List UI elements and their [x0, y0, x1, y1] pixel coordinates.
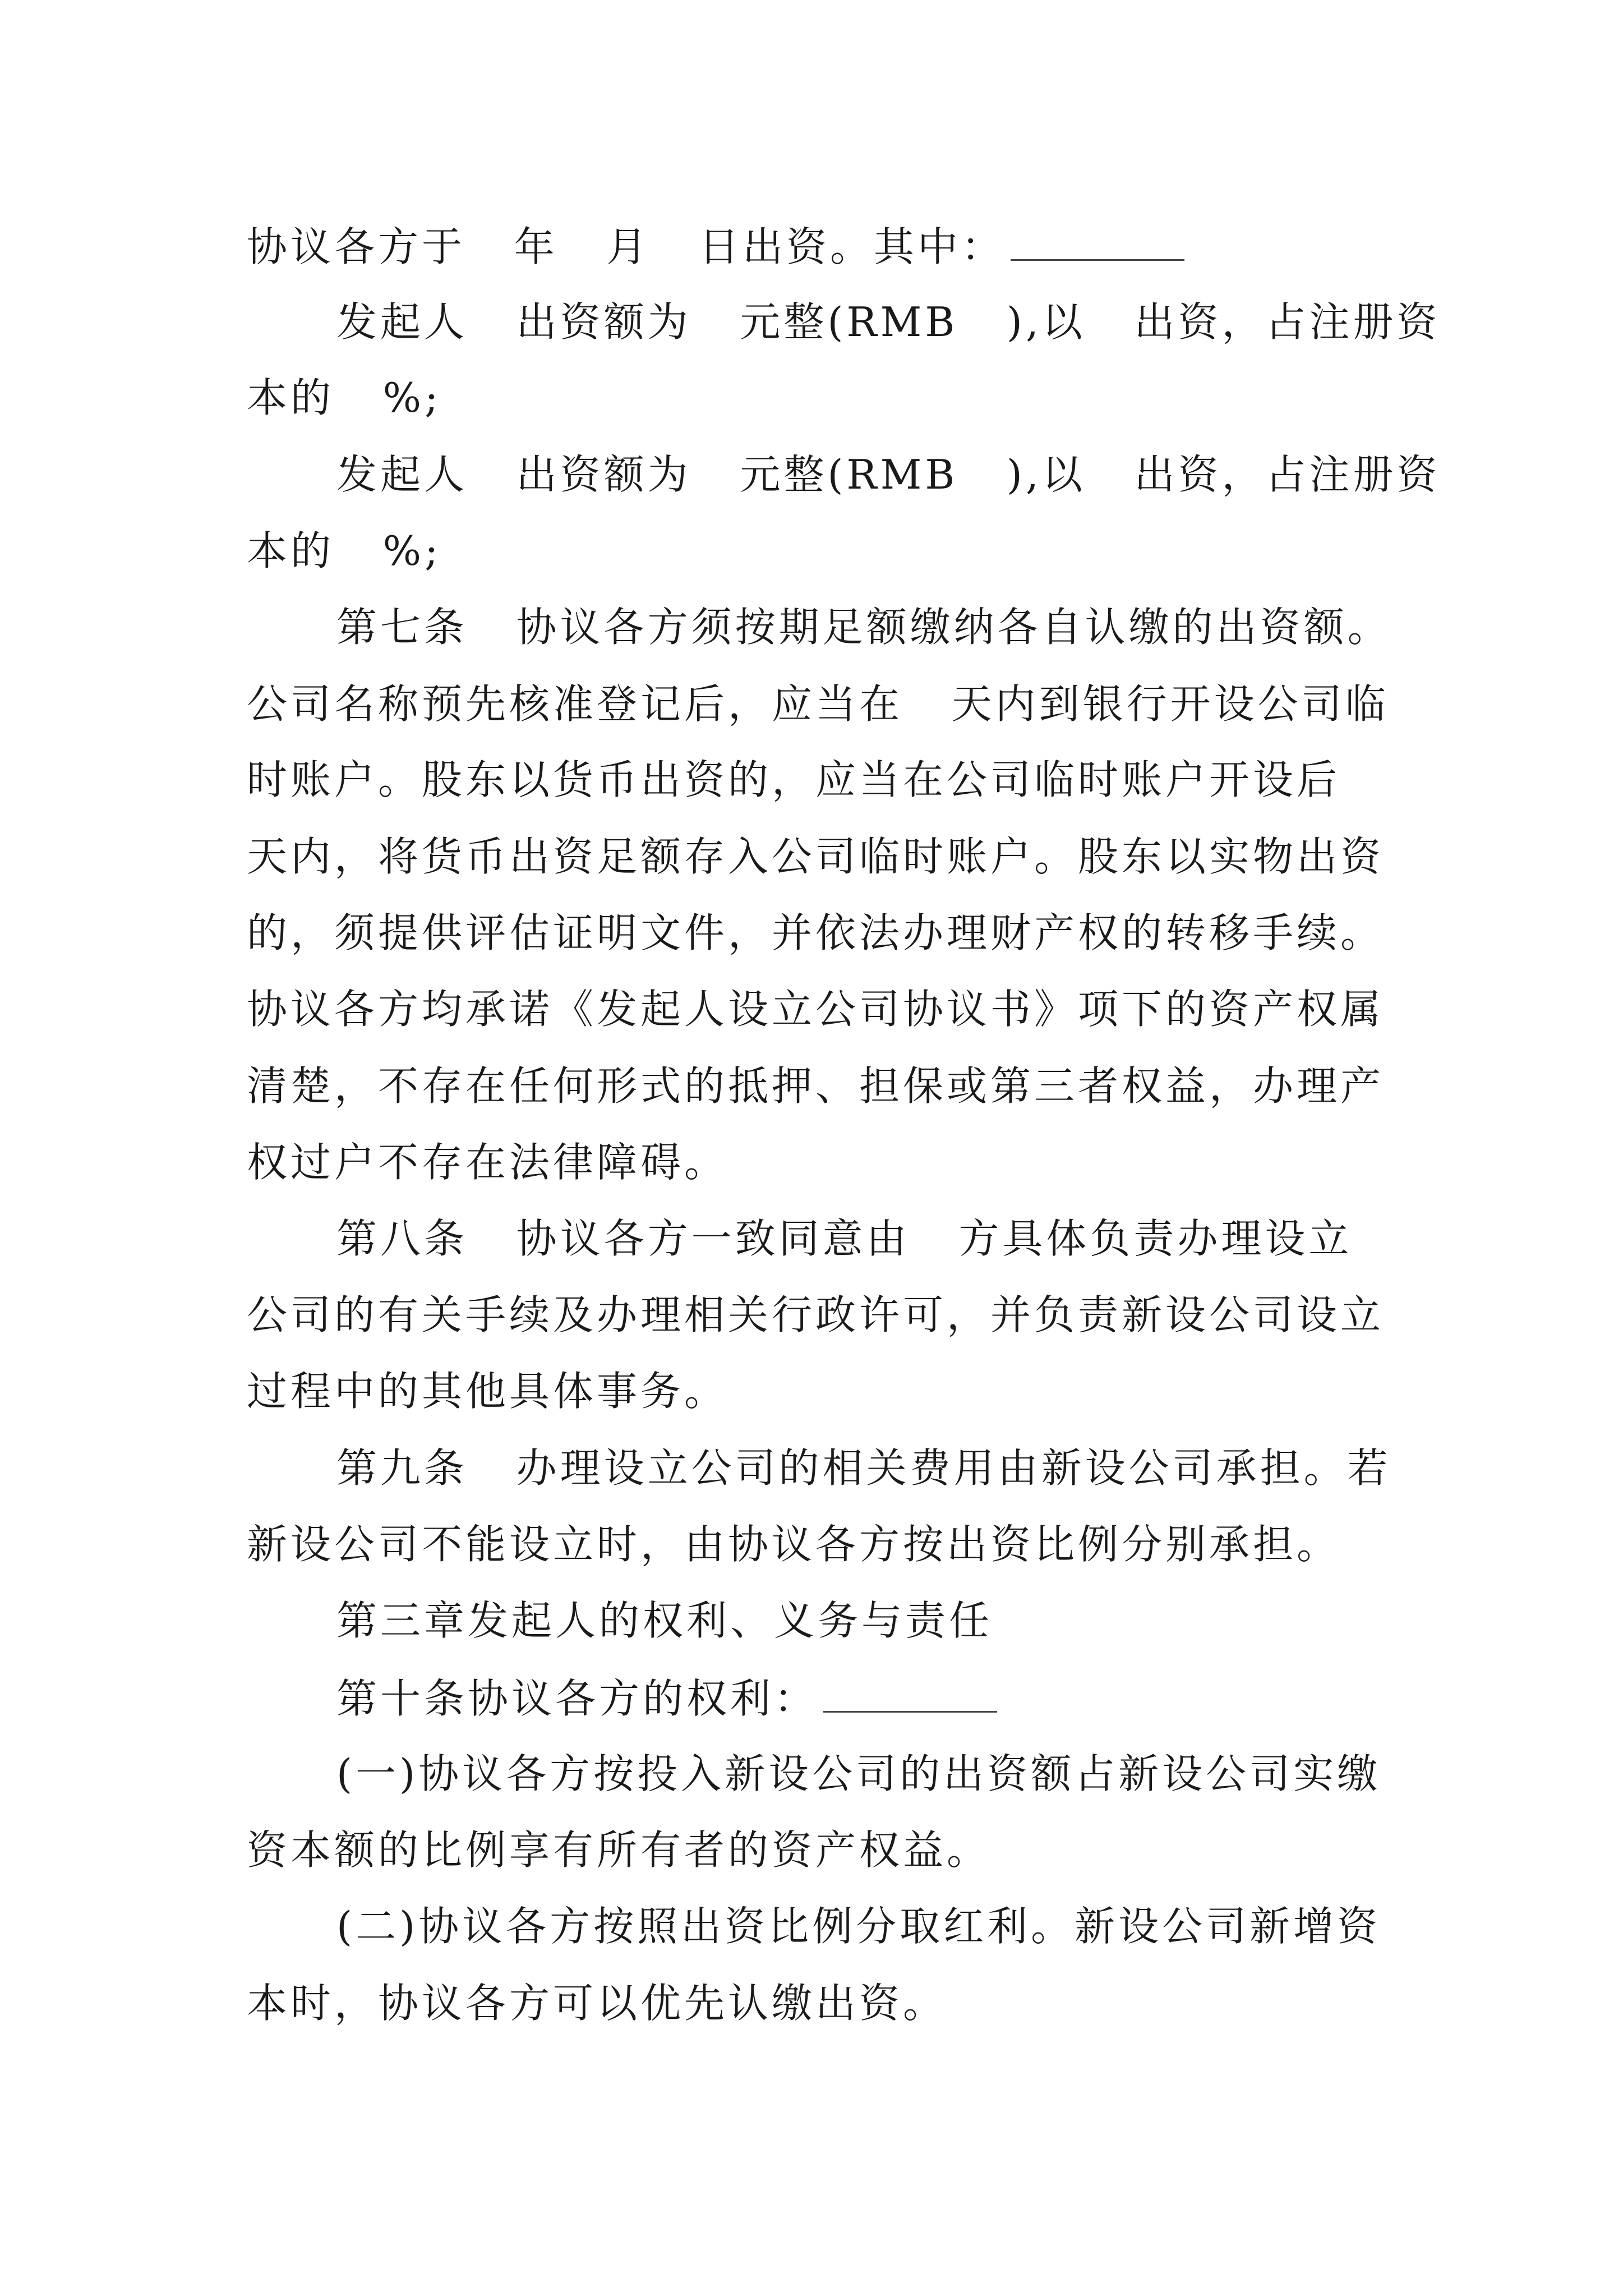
- paragraph-line: [336, 1675, 997, 1722]
- chapter-heading: [336, 1597, 993, 1644]
- paragraph-line: [247, 223, 1184, 270]
- paragraph-line: [336, 604, 1391, 651]
- line-text: 第九条 办理设立公司的相关费用由新设公司承担。若: [336, 1444, 1391, 1492]
- line-text: 本时，协议各方可以优先认缴出资。: [247, 1980, 947, 2027]
- paragraph-line: [247, 909, 1385, 956]
- paragraph-line: [247, 833, 1385, 880]
- line-text: 第三章发起人的权利、义务与责任: [336, 1597, 993, 1644]
- paragraph-line: [247, 1139, 728, 1186]
- paragraph-line: [336, 298, 1441, 346]
- line-text: 公司名称预先核准登记后，应当在 天内到银行开设公司临: [247, 680, 1389, 728]
- paragraph-line: [247, 1062, 1385, 1110]
- paragraph-line: [247, 986, 1385, 1033]
- line-text: 资本额的比例享有所有者的资产权益。: [247, 1826, 991, 1874]
- line-text: 的，须提供评估证明文件，并依法办理财产权的转移手续。: [247, 909, 1385, 956]
- line-text: 清楚，不存在任何形式的抵押、担保或第三者权益，办理产: [247, 1062, 1385, 1110]
- line-text: 新设公司不能设立时，由协议各方按出资比例分别承担。: [247, 1521, 1341, 1568]
- paragraph-line: [247, 527, 442, 574]
- line-text: 本的 %;: [247, 527, 442, 574]
- line-text: 公司的有关手续及办理相关行政许可，并负责新设公司设立: [247, 1291, 1385, 1338]
- paragraph-line: [247, 374, 442, 421]
- line-text: 协议各方于 年 月 日出资。其中：: [247, 223, 1005, 270]
- line-text: 天内，将货币出资足额存入公司临时账户。股东以实物出资: [247, 833, 1385, 880]
- paragraph-line: [247, 1826, 991, 1874]
- fill-in-blank: [1011, 226, 1184, 261]
- fill-in-blank: [823, 1677, 997, 1713]
- line-text: 过程中的其他具体事务。: [247, 1368, 728, 1415]
- paragraph-line: [247, 756, 1341, 803]
- paragraph-line: [336, 451, 1441, 498]
- line-text: 第八条 协议各方一致同意由 方具体负责办理设立: [336, 1215, 1353, 1262]
- paragraph-line: [247, 680, 1389, 728]
- line-text: 权过户不存在法律障碍。: [247, 1139, 728, 1186]
- paragraph-line: [247, 1980, 947, 2027]
- paragraph-line: [336, 1215, 1353, 1262]
- paragraph-line: [336, 1903, 1381, 1950]
- line-text: (一)协议各方按投入新设公司的出资额占新设公司实缴: [336, 1750, 1381, 1797]
- paragraph-line: [247, 1521, 1341, 1568]
- line-text: 第七条 协议各方须按期足额缴纳各自认缴的出资额。: [336, 604, 1391, 651]
- line-text: 发起人 出资额为 元整(RMB ),以 出资，占注册资: [336, 298, 1441, 346]
- line-text: 协议各方均承诺《发起人设立公司协议书》项下的资产权属: [247, 986, 1385, 1033]
- line-text: 发起人 出资额为 元整(RMB ),以 出资，占注册资: [336, 451, 1441, 498]
- line-text: (二)协议各方按照出资比例分取红利。新设公司新增资: [336, 1903, 1381, 1950]
- paragraph-line: [247, 1368, 728, 1415]
- paragraph-line: [336, 1750, 1381, 1797]
- paragraph-line: [336, 1444, 1391, 1492]
- line-text: 第十条协议各方的权利：: [336, 1675, 818, 1722]
- line-text: 本的 %;: [247, 374, 442, 421]
- paragraph-line: [247, 1291, 1385, 1338]
- line-text: 时账户。股东以货币出资的，应当在公司临时账户开设后: [247, 756, 1341, 803]
